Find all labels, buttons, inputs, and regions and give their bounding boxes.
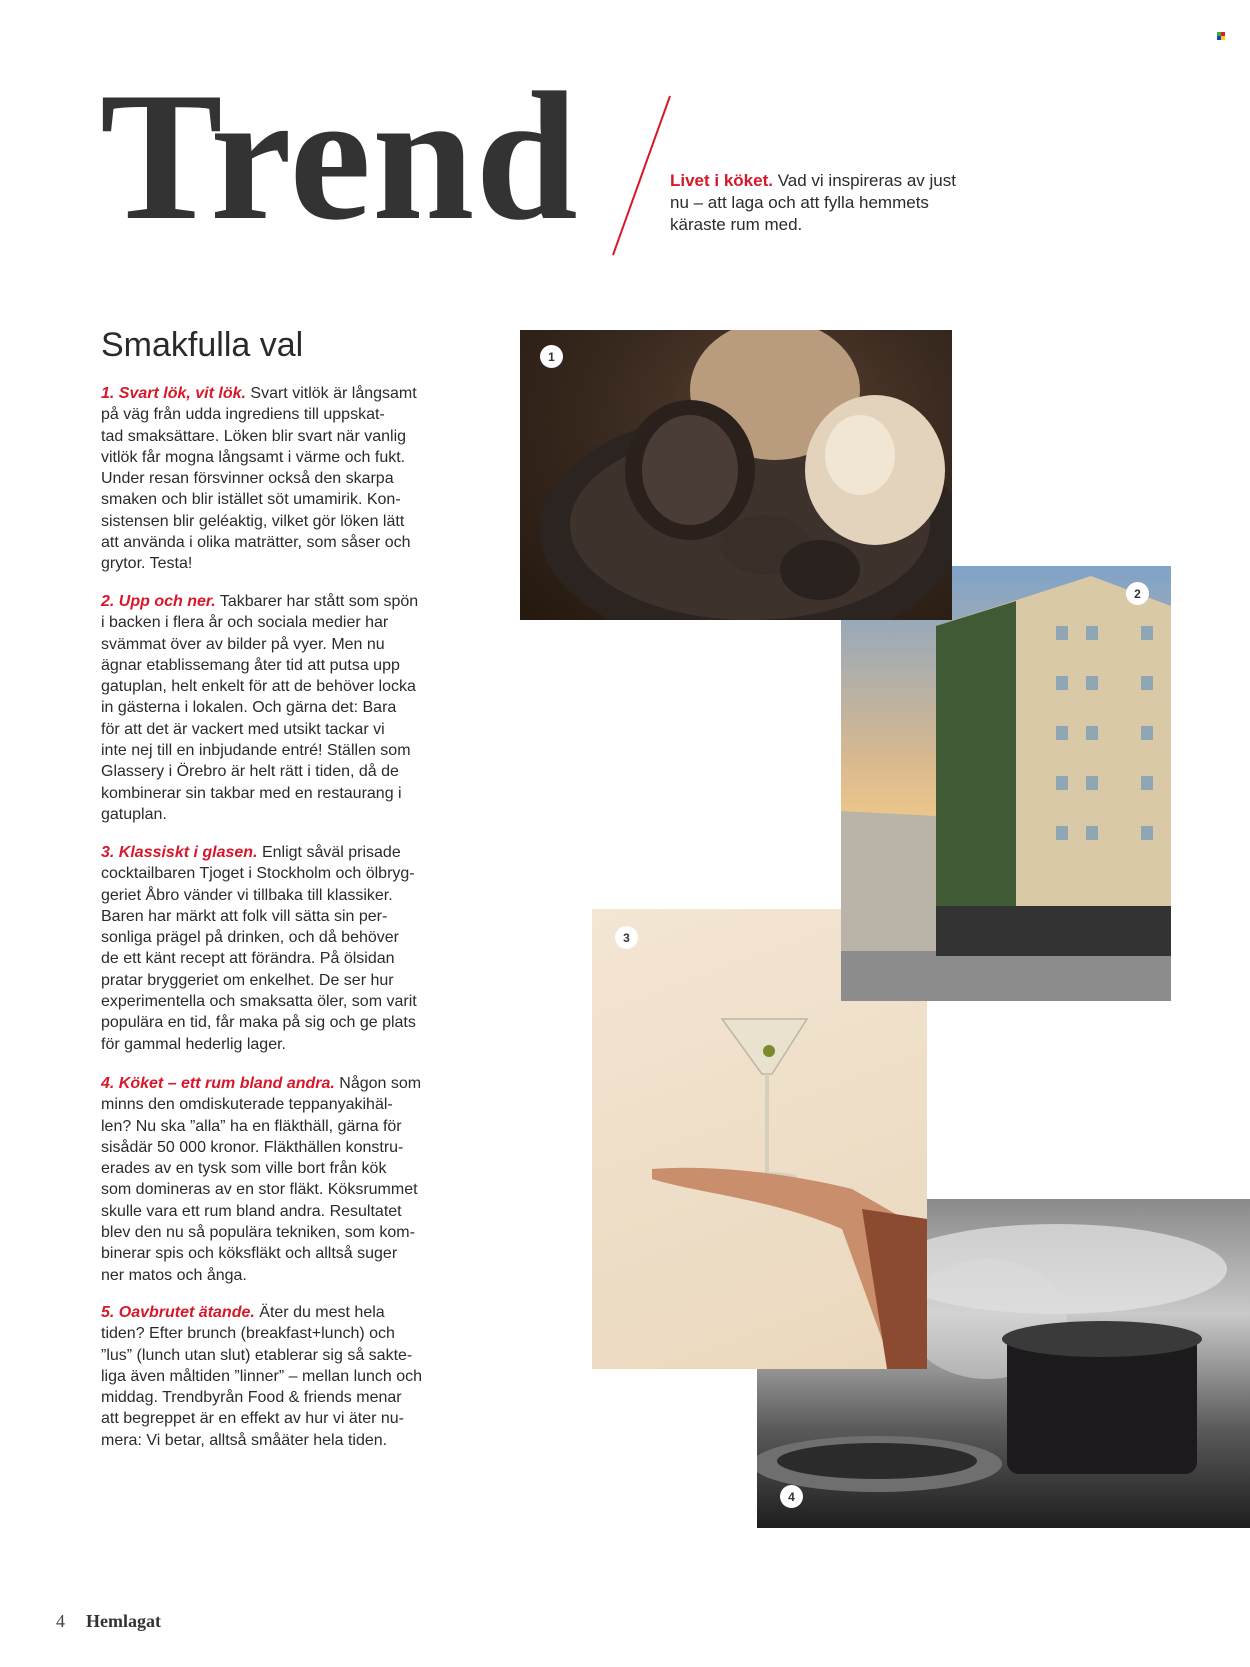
paragraph-body: Enligt såväl prisade cocktailbaren Tjoget i Stockholm och ölbryg- geriet Åbro vänder vi tillbaka till klassiker. Baren har märkt att folk vill sätta sin per- sonliga prägel på drinken, och då behöver de ett känt recept att förändra. På ölsidan pratar bryggeriet om enkelhet. De ser hur experimentella och smaksatta öler, som varit populära en tid, får maka på sig och ge plats för gammal hederlig lager. bbox=[101, 844, 417, 1053]
photo-badge: 4 bbox=[780, 1485, 803, 1508]
article-paragraph bbox=[101, 842, 471, 1055]
article-paragraph bbox=[101, 383, 471, 575]
intro-text bbox=[670, 170, 970, 236]
paragraph-body: Någon som minns den omdiskuterade teppanyakihäl- len? Nu ska ”alla” ha en fläkthäll, gärna för sisådär 50 000 kronor. Fläkthällen konstru- erades av en tysk som ville bort från kök som domineras av en stor fläkt. Köksrummet skulle vara ett rum bland andra. Resultatet blev den nu så populära tekniken, som kom- binerar spis och köksfläkt och alltså suger ner matos och ånga. bbox=[101, 1075, 422, 1284]
photo-badge: 2 bbox=[1126, 582, 1149, 605]
divider-slash bbox=[600, 90, 680, 260]
article-paragraph bbox=[101, 591, 471, 825]
photo-badge: 1 bbox=[540, 345, 563, 368]
paragraph-body: Svart vitlök är långsamt på väg från udda ingrediens till uppskat- tad smaksättare. Löken blir svart när vanlig vitlök får mogna långsamt i värme och fukt. Under resan försvinner också den skarpa smaken och blir istället söt umamirik. Kon- sistensen blir geléaktig, vilket gör löken lätt att använda i olika maträtter, som såser och grytor. Testa! bbox=[101, 385, 417, 573]
magazine-name: Hemlagat bbox=[86, 1611, 161, 1631]
brand-logo-icon bbox=[1217, 32, 1225, 40]
photo-badge: 3 bbox=[615, 926, 638, 949]
page-number: 4 bbox=[56, 1611, 65, 1631]
paragraph-lead: 1. Svart lök, vit lök. bbox=[101, 385, 246, 402]
intro-lead: Livet i köket. bbox=[670, 171, 773, 190]
paragraph-lead: 2. Upp och ner. bbox=[101, 593, 216, 610]
photo-building bbox=[841, 566, 1171, 1001]
paragraph-lead: 5. Oavbrutet ätande. bbox=[101, 1304, 255, 1321]
paragraph-lead: 3. Klassiskt i glasen. bbox=[101, 844, 258, 861]
garlic-illustration bbox=[520, 330, 952, 620]
article-paragraph bbox=[101, 1073, 471, 1286]
building-illustration bbox=[841, 566, 1171, 1001]
paragraph-lead: 4. Köket – ett rum bland andra. bbox=[101, 1075, 335, 1092]
intro-body: Vad vi inspireras av just nu – att laga och att fylla hemmets käraste rum med. bbox=[670, 171, 956, 234]
photo-black-garlic bbox=[520, 330, 952, 620]
paragraph-body: Äter du mest hela tiden? Efter brunch (breakfast+lunch) och ”lus” (lunch utan slut) etablerar sig så sakte- liga även måltiden ”linner” – mellan lunch och middag. Trendbyrån Food & friends menar att begreppet är en effekt av hur vi äter nu- mera: Vi betar, alltså småäter hela tiden. bbox=[101, 1304, 423, 1449]
article-heading: Smakfulla val bbox=[101, 326, 304, 364]
page-title: Trend bbox=[100, 54, 579, 258]
paragraph-body: Takbarer har stått som spön i backen i flera år och sociala medier har svämmat över av bilder på vyer. Men nu ägnar etablissemang åter tid att putsa upp gatuplan, helt enkelt för att de behöver locka in gästerna i lokalen. Och gärna det: Bara för att det är vackert med utsikt tackar vi inte nej till en inbjudande entré! Ställen som Glassery i Örebro är helt rätt i tiden, då de kombinerar sin takbar med en restaurang i gatuplan. bbox=[101, 593, 419, 823]
article-paragraph bbox=[101, 1302, 471, 1451]
